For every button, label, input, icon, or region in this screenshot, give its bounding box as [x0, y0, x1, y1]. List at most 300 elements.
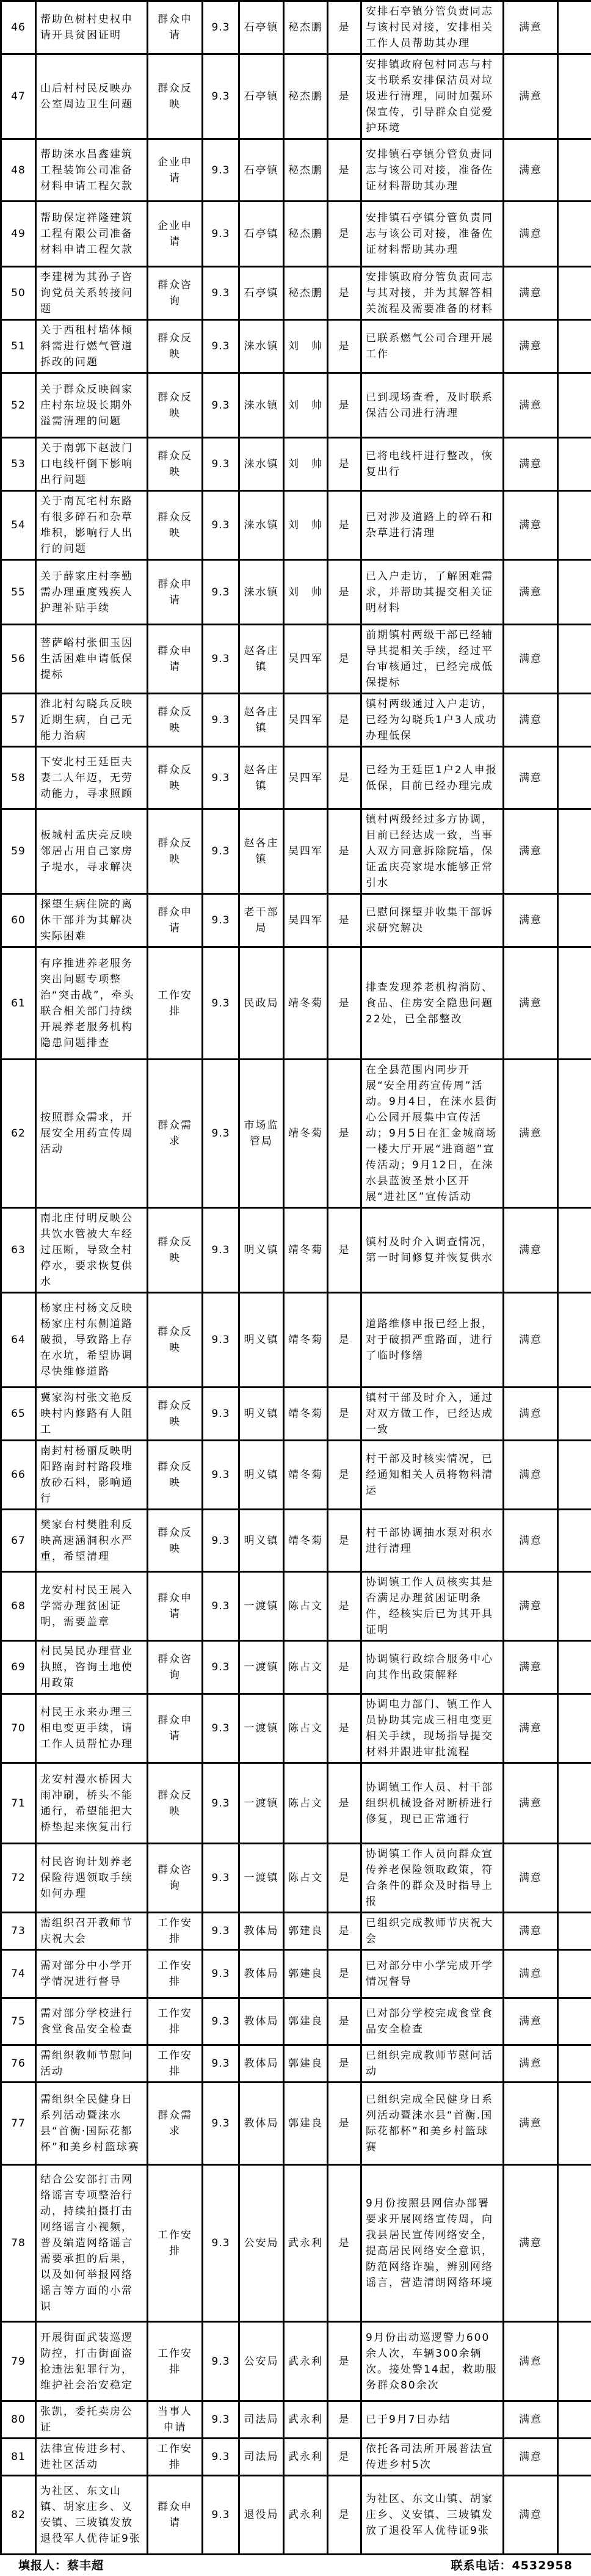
- cell-responsible-person: 陈占文: [284, 1763, 328, 1844]
- cell-category: 企业申请: [148, 139, 203, 202]
- cell-category: 群众申请: [148, 2476, 203, 2555]
- cell-responsible-person: 郭建良: [284, 1950, 328, 1998]
- cell-responsible-person: 靖冬菊: [284, 1441, 328, 1510]
- contact-phone-label: 联系电话：4532958: [451, 2556, 573, 2573]
- cell-satisfaction: 满意: [504, 1572, 558, 1641]
- cell-issue-description: 探望生病住院的离休干部并为其解决实际困难: [36, 894, 148, 947]
- cell-unit: 教体局: [239, 1950, 284, 1998]
- cell-category: 工作安排: [148, 2045, 203, 2083]
- cell-responsible-person: 刘 帅: [284, 320, 328, 373]
- cell-date: 9.3: [203, 491, 239, 560]
- cell-confirmed: 是: [328, 1950, 361, 1998]
- cell-serial-number: 72: [1, 1844, 36, 1913]
- cell-serial-number: 49: [1, 202, 36, 267]
- cell-satisfaction: 满意: [504, 560, 558, 625]
- table-row: [1, 1060, 591, 1208]
- cell-serial-number: 76: [1, 2045, 36, 2083]
- cell-unit: 石亭镇: [239, 1, 284, 54]
- cell-category: 群众申请: [148, 625, 203, 694]
- cell-satisfaction: 满意: [504, 202, 558, 267]
- cell-unit: 石亭镇: [239, 54, 284, 139]
- cell-unit: 涞水镇: [239, 560, 284, 625]
- cell-responsible-person: 秘杰鹏: [284, 1, 328, 54]
- table-row: [1, 894, 591, 947]
- cell-confirmed: 是: [328, 54, 361, 139]
- cell-date: 9.3: [203, 894, 239, 947]
- cell-satisfaction: 满意: [504, 139, 558, 202]
- cell-confirmed: 是: [328, 202, 361, 267]
- cell-resolution: 已对部分学校完成食堂食品安全检查: [361, 1998, 504, 2045]
- cell-confirmed: 是: [328, 1208, 361, 1293]
- cell-serial-number: 74: [1, 1950, 36, 1998]
- cell-responsible-person: 靖冬菊: [284, 1510, 328, 1572]
- table-row: [1, 1763, 591, 1844]
- cell-empty: [558, 2083, 591, 2165]
- cell-resolution: 协调电力部门、镇工作人员协助其完成三相电变更相关手续，现场指导提交材料并跟进审批流程: [361, 1694, 504, 1763]
- cell-category: 群众反映: [148, 809, 203, 894]
- cell-responsible-person: 靖冬菊: [284, 1293, 328, 1388]
- cell-date: 9.3: [203, 1950, 239, 1998]
- cell-empty: [558, 1388, 591, 1441]
- cell-issue-description: 开展街面武装巡逻防控，打击街面盗抢违法犯罪行为，维护社会治安稳定: [36, 2322, 148, 2401]
- cell-issue-description: 关于南瓦宅村东路有很多碎石和杂草堆积，影响行人出行的问题: [36, 491, 148, 560]
- cell-serial-number: 80: [1, 2401, 36, 2439]
- cell-issue-description: 龙安村漫水桥因大雨冲刷，桥头不能通行，希望能把大桥垫起来恢复出行: [36, 1763, 148, 1844]
- cell-category: 群众申请: [148, 560, 203, 625]
- cell-issue-description: 山后村村民反映办公室周边卫生问题: [36, 54, 148, 139]
- cell-responsible-person: 秘杰鹏: [284, 267, 328, 320]
- cell-resolution: 已组织完成教师节慰问活动: [361, 2045, 504, 2083]
- cell-resolution: 已对涉及道路上的碎石和杂草进行清理: [361, 491, 504, 560]
- cell-category: 群众反映: [148, 694, 203, 747]
- cell-unit: 涞水镇: [239, 491, 284, 560]
- cell-category: 群众反映: [148, 1208, 203, 1293]
- cell-unit: 明义镇: [239, 1510, 284, 1572]
- cell-satisfaction: 满意: [504, 1998, 558, 2045]
- cell-responsible-person: 郭建良: [284, 1913, 328, 1950]
- cell-resolution: 排查发现养老机构消防、食品、住房安全隐患问题22处，已全部整改: [361, 947, 504, 1060]
- cell-unit: 一渡镇: [239, 1572, 284, 1641]
- cell-responsible-person: 吴四军: [284, 625, 328, 694]
- cell-category: 群众反映: [148, 373, 203, 438]
- cell-responsible-person: 靖冬菊: [284, 1208, 328, 1293]
- cell-unit: 教体局: [239, 1998, 284, 2045]
- cell-issue-description: 樊家台村樊胜利反映高速涵洞积水严重，希望清理: [36, 1510, 148, 1572]
- cell-resolution: 已到现场查看，及时联系保洁公司进行清理: [361, 373, 504, 438]
- cell-confirmed: 是: [328, 809, 361, 894]
- cell-satisfaction: 满意: [504, 54, 558, 139]
- cell-empty: [558, 560, 591, 625]
- cell-resolution: 已将电线杆进行整改，恢复出行: [361, 438, 504, 491]
- cell-category: 群众反映: [148, 1388, 203, 1441]
- cell-resolution: 已组织完成教师节庆祝大会: [361, 1913, 504, 1950]
- cell-category: 当事人申请: [148, 2401, 203, 2439]
- cell-serial-number: 56: [1, 625, 36, 694]
- cell-category: 群众需求: [148, 1060, 203, 1208]
- cell-resolution: 已慰问探望并收集干部诉求研究解决: [361, 894, 504, 947]
- cell-category: 群众反映: [148, 1441, 203, 1510]
- table-row: [1, 2476, 591, 2555]
- cell-date: 9.3: [203, 1060, 239, 1208]
- cell-satisfaction: 满意: [504, 1950, 558, 1998]
- cell-serial-number: 48: [1, 139, 36, 202]
- cell-unit: 石亭镇: [239, 202, 284, 267]
- cell-empty: [558, 894, 591, 947]
- cell-category: 工作安排: [148, 2165, 203, 2322]
- cell-resolution: 已组织完成全民健身日系列活动暨涞水县“首衡.国际花都杯”和美乡村篮球赛: [361, 2083, 504, 2165]
- cell-satisfaction: 满意: [504, 2045, 558, 2083]
- table-row: [1, 694, 591, 747]
- cell-responsible-person: 靖冬菊: [284, 1060, 328, 1208]
- cell-empty: [558, 267, 591, 320]
- table-row: [1, 54, 591, 139]
- cell-issue-description: 村民咨询计划养老保险待遇领取手续如何办理: [36, 1844, 148, 1913]
- cell-responsible-person: 武永利: [284, 2401, 328, 2439]
- table-row: [1, 2439, 591, 2476]
- cell-empty: [558, 54, 591, 139]
- cell-date: 9.3: [203, 1998, 239, 2045]
- cell-issue-description: 帮助保定祥隆建筑工程有限公司准备材料申请工程欠款: [36, 202, 148, 267]
- cell-confirmed: 是: [328, 373, 361, 438]
- cell-unit: 涞水镇: [239, 438, 284, 491]
- cell-responsible-person: 刘 帅: [284, 373, 328, 438]
- cell-satisfaction: 满意: [504, 320, 558, 373]
- cell-resolution: 安排镇石亭镇分管负责同志与该公司对接，准备佐证材料帮助其办理: [361, 139, 504, 202]
- cell-resolution: 已对部分中小学完成开学情况督导: [361, 1950, 504, 1998]
- cell-confirmed: 是: [328, 1763, 361, 1844]
- cell-issue-description: 龙安村村民王展入学需办理贫困证明，需要盖章: [36, 1572, 148, 1641]
- cell-confirmed: 是: [328, 2476, 361, 2555]
- table-row: [1, 1913, 591, 1950]
- cell-serial-number: 51: [1, 320, 36, 373]
- cell-confirmed: 是: [328, 1913, 361, 1950]
- cell-serial-number: 75: [1, 1998, 36, 2045]
- cell-date: 9.3: [203, 2045, 239, 2083]
- cell-confirmed: 是: [328, 438, 361, 491]
- cell-unit: 市场监管局: [239, 1060, 284, 1208]
- cell-responsible-person: 武永利: [284, 2476, 328, 2555]
- cell-empty: [558, 2165, 591, 2322]
- cell-date: 9.3: [203, 694, 239, 747]
- cell-responsible-person: 吴四军: [284, 747, 328, 809]
- cell-issue-description: 帮助涞水昌鑫建筑工程装饰公司准备材料申请工程欠款: [36, 139, 148, 202]
- table-row: [1, 2401, 591, 2439]
- cell-serial-number: 66: [1, 1441, 36, 1510]
- table-row: [1, 1641, 591, 1694]
- cell-satisfaction: 满意: [504, 438, 558, 491]
- cell-category: 工作安排: [148, 1998, 203, 2045]
- cell-satisfaction: 满意: [504, 1293, 558, 1388]
- cell-serial-number: 81: [1, 2439, 36, 2476]
- cell-satisfaction: 满意: [504, 491, 558, 560]
- cell-responsible-person: 吴四军: [284, 694, 328, 747]
- cell-confirmed: 是: [328, 1441, 361, 1510]
- cell-empty: [558, 139, 591, 202]
- cell-category: 群众反映: [148, 747, 203, 809]
- cell-unit: 一渡镇: [239, 1641, 284, 1694]
- cell-resolution: 镇村及时介入调查情况，第一时间修复并恢复供水: [361, 1208, 504, 1293]
- cell-date: 9.3: [203, 1, 239, 54]
- cell-empty: [558, 1572, 591, 1641]
- table-row: [1, 139, 591, 202]
- cell-serial-number: 50: [1, 267, 36, 320]
- cell-serial-number: 54: [1, 491, 36, 560]
- cell-issue-description: 需组织全民健身日系列活动暨涞水县“首衡·国际花都杯”和美乡村篮球赛: [36, 2083, 148, 2165]
- table-row: [1, 747, 591, 809]
- cell-issue-description: 帮助色树村史权申请开具贫困证明: [36, 1, 148, 54]
- cell-issue-description: 南封村杨丽反映明阳路南封村路段堆放砂石料，影响通行: [36, 1441, 148, 1510]
- cell-date: 9.3: [203, 1641, 239, 1694]
- table-row: [1, 947, 591, 1060]
- table-row: [1, 1510, 591, 1572]
- cell-resolution: 已入户走访，了解困难需求，并帮助其提交相关证明材料: [361, 560, 504, 625]
- cell-serial-number: 65: [1, 1388, 36, 1441]
- cell-confirmed: 是: [328, 1510, 361, 1572]
- cell-issue-description: 需对部分中小学开学情况进行督导: [36, 1950, 148, 1998]
- cell-unit: 教体局: [239, 1913, 284, 1950]
- cell-satisfaction: 满意: [504, 373, 558, 438]
- cell-empty: [558, 1, 591, 54]
- cell-issue-description: 法律宣传进乡村、进社区活动: [36, 2439, 148, 2476]
- cell-empty: [558, 625, 591, 694]
- cell-satisfaction: 满意: [504, 809, 558, 894]
- cell-confirmed: 是: [328, 1060, 361, 1208]
- cell-confirmed: 是: [328, 747, 361, 809]
- cell-responsible-person: 刘 帅: [284, 560, 328, 625]
- cell-serial-number: 70: [1, 1694, 36, 1763]
- cell-empty: [558, 1208, 591, 1293]
- cell-serial-number: 61: [1, 947, 36, 1060]
- table-row: [1, 1388, 591, 1441]
- cell-unit: 涞水镇: [239, 320, 284, 373]
- cell-unit: 司法局: [239, 2439, 284, 2476]
- cell-date: 9.3: [203, 202, 239, 267]
- cell-issue-description: 淮北村勾晓兵反映近期生病，自己无能力治病: [36, 694, 148, 747]
- cell-responsible-person: 刘 帅: [284, 438, 328, 491]
- cell-confirmed: 是: [328, 1572, 361, 1641]
- cell-category: 群众反映: [148, 1763, 203, 1844]
- cell-date: 9.3: [203, 1913, 239, 1950]
- cell-responsible-person: 陈占文: [284, 1694, 328, 1763]
- cell-responsible-person: 陈占文: [284, 1572, 328, 1641]
- cell-date: 9.3: [203, 1694, 239, 1763]
- cell-responsible-person: 吴四军: [284, 809, 328, 894]
- cell-resolution: 村干部及时核实情况，已经通知相关人员将物料清运: [361, 1441, 504, 1510]
- cell-issue-description: 为社区、东文山镇、胡家庄乡、义安镇、三坡镇发放退役军人优待证9张: [36, 2476, 148, 2555]
- cell-date: 9.3: [203, 560, 239, 625]
- cell-resolution: 9月份按照县网信办部署要求开展网络宣传周，向我县居民宣传网络安全，提高居民网络安全意识，防范网络诈骗，辨别网络谣言，营造清朗网络环境: [361, 2165, 504, 2322]
- cell-date: 9.3: [203, 2165, 239, 2322]
- cell-empty: [558, 2045, 591, 2083]
- cell-issue-description: 按照群众需求，开展安全用药宣传周活动: [36, 1060, 148, 1208]
- cell-unit: 教体局: [239, 2083, 284, 2165]
- cell-issue-description: 杨家庄村杨文反映杨家庄村东侧道路破损，导致路上存在水坑，希望协调尽快维修道路: [36, 1293, 148, 1388]
- cell-responsible-person: 武永利: [284, 2322, 328, 2401]
- cell-date: 9.3: [203, 2083, 239, 2165]
- cell-unit: 一渡镇: [239, 1763, 284, 1844]
- cell-issue-description: 菩萨峪村张佃玉因生活困难申请低保提标: [36, 625, 148, 694]
- cell-satisfaction: 满意: [504, 2322, 558, 2401]
- cell-empty: [558, 438, 591, 491]
- cell-confirmed: 是: [328, 1641, 361, 1694]
- cell-serial-number: 53: [1, 438, 36, 491]
- table-row: [1, 267, 591, 320]
- cell-empty: [558, 2401, 591, 2439]
- cell-satisfaction: 满意: [504, 1441, 558, 1510]
- cell-serial-number: 47: [1, 54, 36, 139]
- table-row: [1, 2165, 591, 2322]
- cell-category: 群众反映: [148, 438, 203, 491]
- cell-responsible-person: 吴四军: [284, 894, 328, 947]
- cell-issue-description: 结合公安部打击网络谣言专项整治行动，持续拍摄打击网络谣言小视频，普及编造网络谣言需要承担的后果，以及如何举报网络谣言等方面的小常识: [36, 2165, 148, 2322]
- cell-confirmed: 是: [328, 2045, 361, 2083]
- cell-unit: 石亭镇: [239, 267, 284, 320]
- cell-satisfaction: 满意: [504, 694, 558, 747]
- table-row: [1, 1998, 591, 2045]
- cell-category: 群众申请: [148, 1694, 203, 1763]
- cell-confirmed: 是: [328, 560, 361, 625]
- cell-responsible-person: 郭建良: [284, 1998, 328, 2045]
- cell-category: 群众申请: [148, 894, 203, 947]
- cell-unit: 赵各庄镇: [239, 694, 284, 747]
- cell-unit: 赵各庄镇: [239, 809, 284, 894]
- cell-serial-number: 78: [1, 2165, 36, 2322]
- cell-confirmed: 是: [328, 2083, 361, 2165]
- cell-issue-description: 关于群众反映阎家庄村东垃圾长期外溢需清理的问题: [36, 373, 148, 438]
- table-row: [1, 1441, 591, 1510]
- cell-empty: [558, 202, 591, 267]
- cell-serial-number: 67: [1, 1510, 36, 1572]
- cell-resolution: 依托各司法所开展普法宣传进乡村5次: [361, 2439, 504, 2476]
- cell-unit: 赵各庄镇: [239, 625, 284, 694]
- cell-category: 企业申请: [148, 202, 203, 267]
- cell-issue-description: 南北庄付明反映公共饮水管被大车经过压断，导致全村停水，要求恢复供水: [36, 1208, 148, 1293]
- cell-resolution: 安排镇政府包村同志与村支书联系安排保洁员对垃圾进行清理，同时加强环保宣传，引导群众自觉爱护环境: [361, 54, 504, 139]
- table-row: [1, 2322, 591, 2401]
- cell-issue-description: 需组织召开教师节庆祝大会: [36, 1913, 148, 1950]
- cell-responsible-person: 秘杰鹏: [284, 139, 328, 202]
- table-row: [1, 438, 591, 491]
- cell-responsible-person: 秘杰鹏: [284, 202, 328, 267]
- cell-resolution: 道路维修申报已经上报，对于破损严重路面，进行了临时修缮: [361, 1293, 504, 1388]
- cell-empty: [558, 1060, 591, 1208]
- cell-issue-description: 关于南郭下赵波门口电线杆倒下影响出行问题: [36, 438, 148, 491]
- cell-category: 群众反映: [148, 1293, 203, 1388]
- cell-date: 9.3: [203, 2439, 239, 2476]
- cell-confirmed: 是: [328, 2401, 361, 2439]
- cell-resolution: 在全县范围内同步开展“安全用药宣传周”活动。9月4日，在涞水县街心公园开展集中宣传活动；9月5日在汇金城商场一楼大厅开展“进商超”宣传活动；9月12日，在涞水县蓝波圣景小区开展“进社区”宣传活动: [361, 1060, 504, 1208]
- cell-empty: [558, 2322, 591, 2401]
- table-row: [1, 1844, 591, 1913]
- cell-satisfaction: 满意: [504, 1510, 558, 1572]
- table-row: [1, 1293, 591, 1388]
- cell-responsible-person: 陈占文: [284, 1641, 328, 1694]
- cell-resolution: 为社区、东文山镇、胡家庄乡、义安镇、三坡镇发放了退役军人优待证9张: [361, 2476, 504, 2555]
- cell-date: 9.3: [203, 1441, 239, 1510]
- cell-serial-number: 77: [1, 2083, 36, 2165]
- cell-serial-number: 55: [1, 560, 36, 625]
- cell-empty: [558, 1913, 591, 1950]
- cell-date: 9.3: [203, 2322, 239, 2401]
- cell-confirmed: 是: [328, 1388, 361, 1441]
- cell-empty: [558, 2476, 591, 2555]
- cell-unit: 石亭镇: [239, 139, 284, 202]
- cell-unit: 明义镇: [239, 1208, 284, 1293]
- cell-satisfaction: 满意: [504, 1763, 558, 1844]
- cell-unit: 一渡镇: [239, 1694, 284, 1763]
- cell-resolution: 安排石亭镇分管负责同志与该村民对接，安排相关工作人员帮助其办理: [361, 1, 504, 54]
- cell-unit: 赵各庄镇: [239, 747, 284, 809]
- cell-empty: [558, 373, 591, 438]
- cell-serial-number: 71: [1, 1763, 36, 1844]
- cell-date: 9.3: [203, 267, 239, 320]
- table-row: [1, 2045, 591, 2083]
- cell-empty: [558, 1694, 591, 1763]
- cell-date: 9.3: [203, 947, 239, 1060]
- cell-resolution: 镇村两级通过入户走访，已经为勾晓兵1户3人成功办理低保: [361, 694, 504, 747]
- cell-unit: 司法局: [239, 2401, 284, 2439]
- cell-confirmed: 是: [328, 1694, 361, 1763]
- cell-resolution: 协调镇工作人员向群众宣传养老保险领取政策，符合条件的群众及时指导上报: [361, 1844, 504, 1913]
- cell-responsible-person: 武永利: [284, 2439, 328, 2476]
- cell-serial-number: 73: [1, 1913, 36, 1950]
- cell-empty: [558, 1510, 591, 1572]
- cell-confirmed: 是: [328, 139, 361, 202]
- cell-confirmed: 是: [328, 2439, 361, 2476]
- cell-serial-number: 82: [1, 2476, 36, 2555]
- cell-satisfaction: 满意: [504, 1060, 558, 1208]
- cell-date: 9.3: [203, 1572, 239, 1641]
- cell-empty: [558, 1763, 591, 1844]
- cell-category: 群众申请: [148, 1572, 203, 1641]
- cell-resolution: 前期镇村两级干部已经辅导其提相关手续，经过平台审核通过，已经完成低保提标: [361, 625, 504, 694]
- cell-date: 9.3: [203, 1510, 239, 1572]
- report-footer: [0, 2555, 591, 2576]
- cell-empty: [558, 1441, 591, 1510]
- filler-name-label: 填报人：蔡丰超: [18, 2556, 104, 2573]
- cell-resolution: 9月份出动巡逻警力600余人次，车辆300余辆次。接处警14起，救助服务群众80余次: [361, 2322, 504, 2401]
- table-row: [1, 1950, 591, 1998]
- cell-empty: [558, 1641, 591, 1694]
- cell-satisfaction: 满意: [504, 1641, 558, 1694]
- cell-date: 9.3: [203, 809, 239, 894]
- cell-issue-description: 村民吴民办理营业执照，咨询土地使用政策: [36, 1641, 148, 1694]
- cell-date: 9.3: [203, 2476, 239, 2555]
- table-row: [1, 320, 591, 373]
- cell-issue-description: 冀家沟村张文艳反映村内修路有人阻工: [36, 1388, 148, 1441]
- cell-responsible-person: 郭建良: [284, 2045, 328, 2083]
- cell-confirmed: 是: [328, 694, 361, 747]
- cell-responsible-person: 刘 帅: [284, 491, 328, 560]
- table-row: [1, 1, 591, 54]
- cell-confirmed: 是: [328, 1293, 361, 1388]
- cell-empty: [558, 1950, 591, 1998]
- cell-resolution: 协调镇工作人员、村干部组织机械设备对断桥进行修复，现已正常通行: [361, 1763, 504, 1844]
- cell-satisfaction: 满意: [504, 1388, 558, 1441]
- cell-confirmed: 是: [328, 625, 361, 694]
- cell-serial-number: 79: [1, 2322, 36, 2401]
- cell-date: 9.3: [203, 1208, 239, 1293]
- cell-category: 工作安排: [148, 2322, 203, 2401]
- cell-issue-description: 下安北村王廷臣夫妻二人年迈，无劳动能力，寻求照顾: [36, 747, 148, 809]
- cell-empty: [558, 947, 591, 1060]
- cell-resolution: 镇村两级经过多方协调，目前已经达成一致，当事人双方同意拆除院墙，保证孟庆亮家堤水能够正常引水: [361, 809, 504, 894]
- cell-responsible-person: 靖冬菊: [284, 947, 328, 1060]
- cell-category: 工作安排: [148, 1913, 203, 1950]
- cell-resolution: 已联系燃气公司合理开展工作: [361, 320, 504, 373]
- cell-issue-description: 李建树为其孙子咨询党员关系转接问题: [36, 267, 148, 320]
- cell-confirmed: 是: [328, 1, 361, 54]
